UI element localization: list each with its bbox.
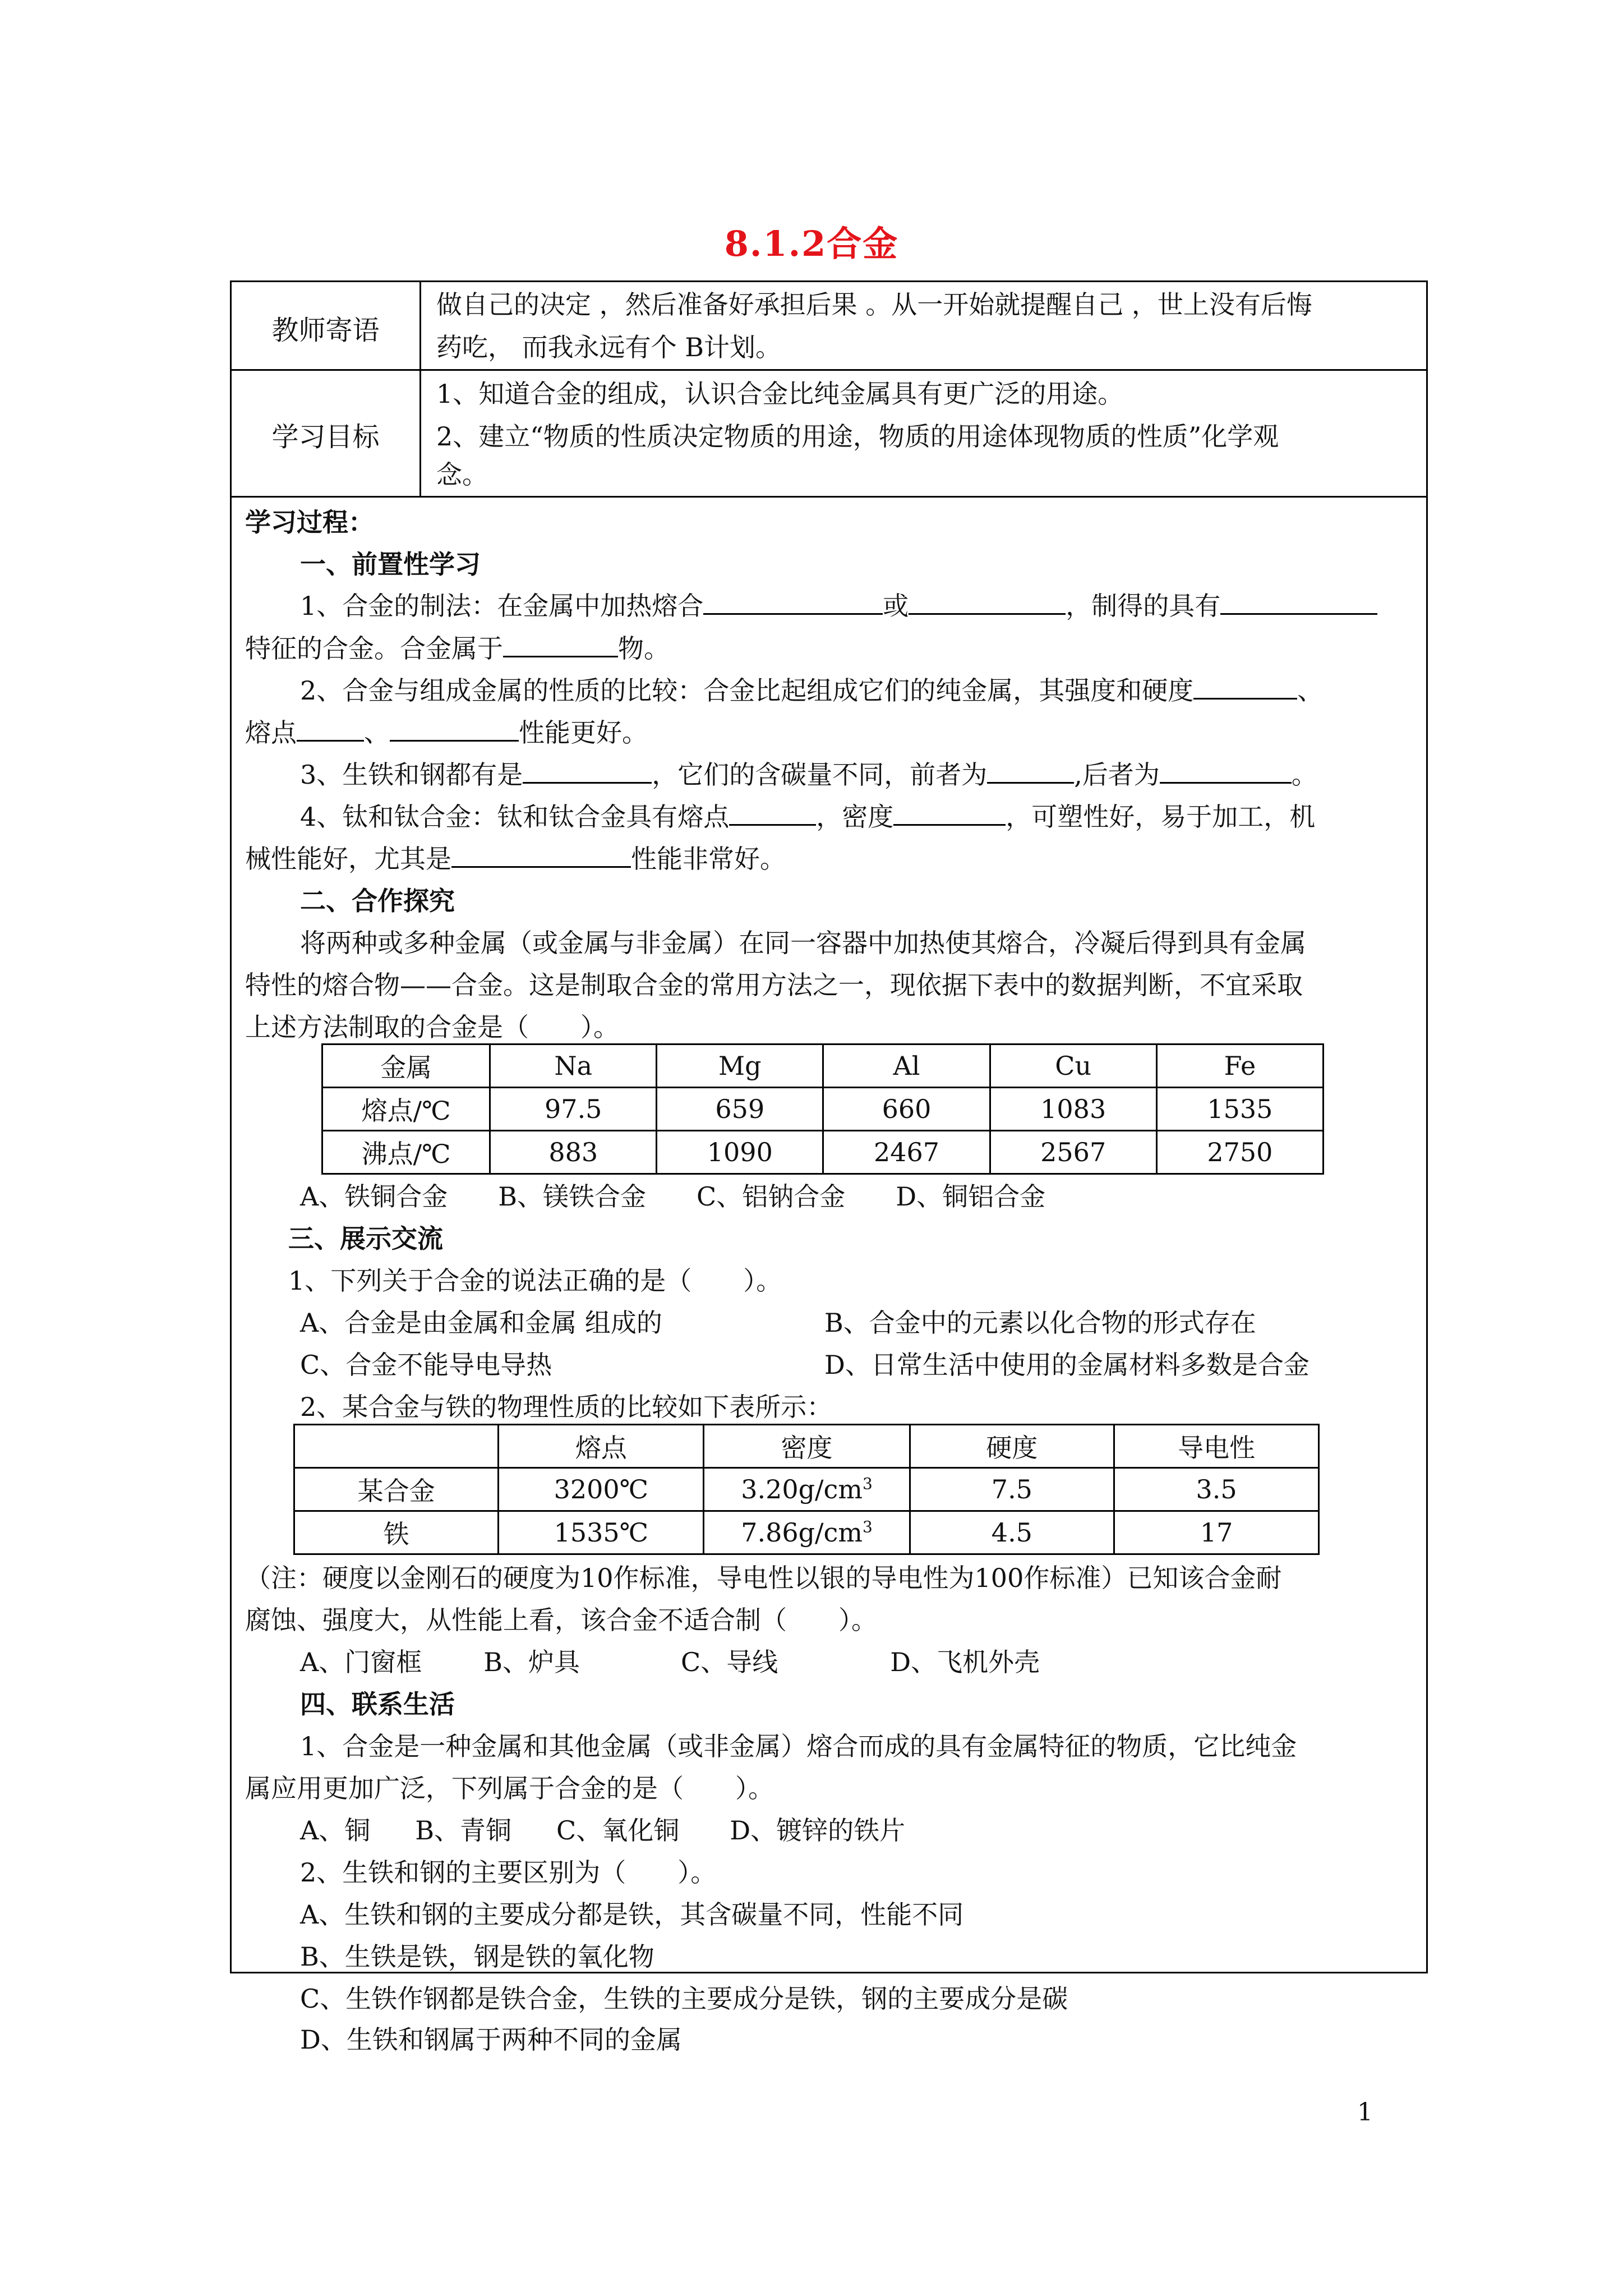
note-line: （注：硬度以金刚石的硬度为10作标准，导电性以银的导电性为100作标准）已知该合金耐 <box>245 1563 1282 1593</box>
table-cell: 熔点 <box>499 1425 704 1468</box>
learning-goal-line: 念。 <box>436 459 488 490</box>
table-row <box>294 1425 1319 1468</box>
header-row-divider <box>230 369 1428 371</box>
question-line: 1、合金的制法：在金属中加热熔合 或 ，制得的具有 <box>300 585 1377 627</box>
question-line: 2、合金与组成金属的性质的比较：合金比起组成它们的纯金属，其强度和硬度 、 <box>300 669 1323 712</box>
table-cell: 沸点/℃ <box>322 1131 490 1174</box>
option-line: B、生铁是铁，钢是铁的氧化物 <box>300 1941 654 1972</box>
section-heading: 四、联系生活 <box>300 1689 455 1719</box>
table-row <box>322 1131 1324 1174</box>
table-cell: 2567 <box>990 1131 1156 1174</box>
option-line: A、铜 B、青铜 C、氧化铜 D、镀锌的铁片 <box>300 1815 906 1846</box>
table-cell: 1535 <box>1156 1088 1323 1131</box>
note-line: 腐蚀、强度大，从性能上看，该合金不适合制（ ）。 <box>245 1605 877 1635</box>
table-cell: 659 <box>657 1088 823 1131</box>
table-cell: 硬度 <box>910 1425 1114 1468</box>
table-cell: $3.20g/cm^3$ <box>704 1468 910 1511</box>
table-cell: 3.5 <box>1114 1468 1319 1511</box>
process-title: 学习过程： <box>245 507 374 537</box>
question-line: 熔点 、 性能更好。 <box>245 711 648 754</box>
option-line: C、合金不能导电导热 <box>300 1350 552 1380</box>
table-row <box>322 1045 1324 1088</box>
section-heading: 三、展示交流 <box>288 1223 443 1254</box>
learning-goal-label: 学习目标 <box>271 421 380 453</box>
option-line: D、生铁和钢属于两种不同的金属 <box>300 2024 682 2055</box>
paragraph-line: 特性的熔合物——合金。这是制取合金的常用方法之一，现依据下表中的数据判断，不宜采取 <box>245 970 1303 1000</box>
table-cell: 883 <box>490 1131 657 1174</box>
question-line: 3、生铁和钢都有是 ，它们的含碳量不同，前者为 ,后者为 。 <box>300 753 1317 796</box>
table-row <box>322 1088 1324 1131</box>
question-line: 属应用更加广泛，下列属于合金的是（ ）。 <box>245 1773 774 1803</box>
option-line: B、合金中的元素以化合物的形式存在 <box>824 1308 1256 1338</box>
teacher-message-label: 教师寄语 <box>271 315 380 346</box>
table-cell: Cu <box>990 1045 1156 1088</box>
table-cell: 7.5 <box>910 1468 1114 1511</box>
section-heading: 二、合作探究 <box>300 886 455 916</box>
table-cell: 3200℃ <box>499 1468 704 1511</box>
metal-properties-table <box>321 1043 1324 1175</box>
table-cell: Na <box>490 1045 657 1088</box>
table-cell: 2750 <box>1156 1131 1323 1174</box>
question-line: 2、生铁和钢的主要区别为（ ）。 <box>300 1857 717 1888</box>
table-cell: 2467 <box>823 1131 990 1174</box>
question-line: 1、下列关于合金的说法正确的是（ ）。 <box>288 1266 782 1296</box>
option-line: A、门窗框 B、炉具 C、导线 D、飞机外壳 <box>300 1647 1040 1677</box>
table-cell: 导电性 <box>1114 1425 1319 1468</box>
header-bottom-divider <box>230 496 1428 498</box>
table-cell: 1090 <box>657 1131 823 1174</box>
table-cell: 熔点/℃ <box>322 1088 490 1131</box>
page-number: 1 <box>1357 2098 1373 2127</box>
table-cell: 17 <box>1114 1511 1319 1554</box>
table-cell: Al <box>823 1045 990 1088</box>
option-line: D、日常生活中使用的金属材料多数是合金 <box>824 1350 1310 1380</box>
option-line: A、生铁和钢的主要成分都是铁，其含碳量不同，性能不同 <box>300 1899 964 1930</box>
option-line: A、铁铜合金 B、镁铁合金 C、铝钠合金 D、铜铝合金 <box>300 1181 1046 1212</box>
table-row <box>294 1468 1319 1511</box>
paragraph-line: 将两种或多种金属（或金属与非金属）在同一容器中加热使其熔合，冷凝后得到具有金属 <box>300 928 1306 958</box>
table-cell: 某合金 <box>294 1468 499 1511</box>
table-row <box>294 1511 1319 1554</box>
table-cell: 密度 <box>704 1425 910 1468</box>
teacher-message-line: 做自己的决定 ，然后准备好承担后果 。从一开始就提醒自己 ，世上没有后悔 <box>436 289 1312 320</box>
table-cell: $7.86g/cm^3$ <box>704 1511 910 1554</box>
question-line: 特征的合金。合金属于 物。 <box>245 627 670 670</box>
page-title: 8.1.2合金 <box>724 223 899 264</box>
option-line: C、生铁作钢都是铁合金，生铁的主要成分是铁，钢的主要成分是碳 <box>300 1984 1068 2014</box>
table-cell: 4.5 <box>910 1511 1114 1554</box>
question-line: 4、钛和钛合金：钛和钛合金具有熔点 ，密度 ，可塑性好，易于加工，机 <box>300 795 1315 838</box>
learning-goal-line: 1、知道合金的组成，认识合金比纯金属具有更广泛的用途。 <box>436 379 1124 409</box>
option-line: A、合金是由金属和金属 组成的 <box>300 1308 662 1338</box>
header-column-divider <box>419 280 421 498</box>
table-cell: Fe <box>1156 1045 1323 1088</box>
learning-goal-line: 2、建立“物质的性质决定物质的用途，物质的用途体现物质的性质”化学观 <box>436 421 1279 452</box>
table-cell: 660 <box>823 1088 990 1131</box>
table-cell: 1083 <box>990 1088 1156 1131</box>
table-cell: 金属 <box>322 1045 490 1088</box>
table-cell: 1535℃ <box>499 1511 704 1554</box>
question-line: 1、合金是一种金属和其他金属（或非金属）熔合而成的具有金属特征的物质，它比纯金 <box>300 1731 1297 1761</box>
table-cell: 97.5 <box>490 1088 657 1131</box>
teacher-message-line: 药吃， 而我永远有个 B计划。 <box>436 332 782 362</box>
table-cell: Mg <box>657 1045 823 1088</box>
paragraph-line: 上述方法制取的合金是（ ）。 <box>245 1012 619 1042</box>
section-heading: 一、前置性学习 <box>300 549 481 579</box>
alloy-comparison-table <box>293 1424 1320 1555</box>
table-cell: 铁 <box>294 1511 499 1554</box>
table-cell <box>294 1425 499 1468</box>
question-line: 2、某合金与铁的物理性质的比较如下表所示： <box>300 1392 833 1422</box>
question-line: 械性能好，尤其是 性能非常好。 <box>245 838 786 880</box>
